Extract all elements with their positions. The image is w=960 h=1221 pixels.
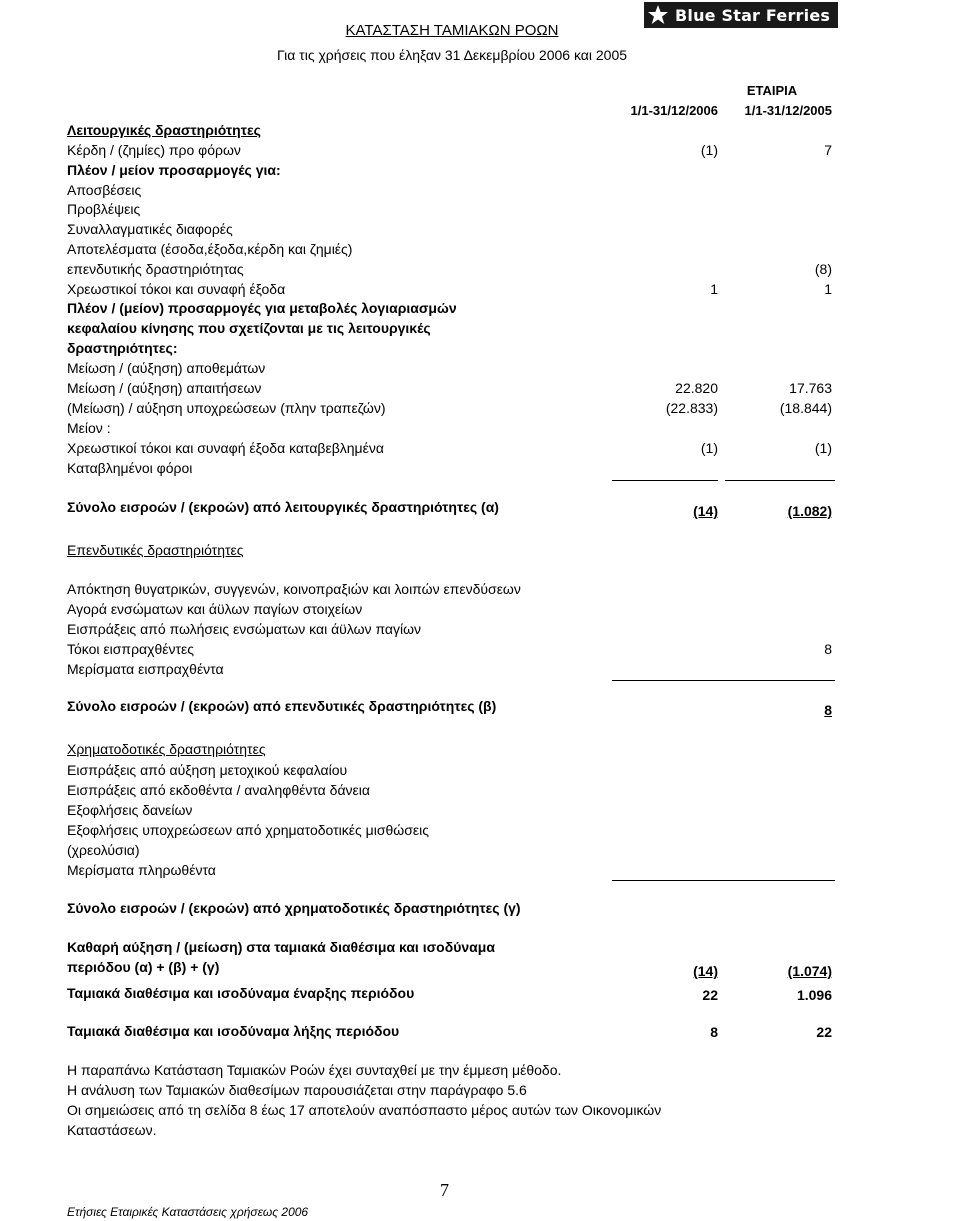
company-logo: [644, 2, 838, 28]
row-label: Απόκτηση θυγατρικών, συγγενών, κοινοπραξιών και λοιπών επενδύσεων: [67, 581, 521, 597]
row-label: Καταβλημένοι φόροι: [67, 460, 193, 476]
row-value-2005: 8: [824, 641, 832, 657]
note-line: Οι σημειώσεις από τη σελίδα 8 έως 17 αποτελούν αναπόσπαστο μέρος αυτών των Οικονομικών: [67, 1102, 662, 1118]
row-label: Μερίσματα πληρωθέντα: [67, 862, 216, 878]
row-label: Εισπράξεις από αύξηση μετοχικού κεφαλαίου: [67, 762, 348, 778]
row-label: Πλέον / μείον προσαρμογές για:: [67, 162, 281, 178]
subtotal-rule: [612, 680, 835, 681]
row-label: Κέρδη / (ζημίες) προ φόρων: [67, 142, 241, 158]
row-label: Εισπράξεις από εκδοθέντα / αναληφθέντα δάνεια: [67, 782, 370, 798]
row-value-2005: 17.763: [789, 380, 832, 396]
logo-text: Blue Star Ferries: [675, 5, 831, 25]
row-value-2005: (18.844): [779, 400, 832, 416]
star-icon: [647, 4, 669, 26]
column-header-2005: 1/1-31/12/2005: [744, 103, 832, 118]
row-label: Συναλλαγματικές διαφορές: [67, 221, 233, 237]
row-label: δραστηριότητες:: [67, 340, 178, 356]
row-label: Αποσβέσεις: [67, 182, 142, 198]
total-operating-2006: (14): [693, 503, 718, 519]
row-value-2005: (8): [814, 261, 832, 277]
net-change-2006: (14): [693, 963, 718, 979]
entity-header: ΕΤΑΙΡΙΑ: [746, 83, 798, 98]
row-label: επενδυτικής δραστηριότητας: [67, 261, 244, 277]
column-header-2006: 1/1-31/12/2006: [630, 103, 718, 118]
cash-beginning-label: Ταμιακά διαθέσιμα και ισοδύναμα έναρξης περιόδου: [67, 985, 415, 1001]
net-change-2005: (1.074): [787, 963, 832, 979]
cash-beginning-2005: 1.096: [796, 987, 832, 1003]
row-value-2006: (1): [700, 440, 718, 456]
row-value-2006: (1): [700, 142, 718, 158]
row-label: Μείον :: [67, 420, 111, 436]
net-change-label-cont: περιόδου (α) + (β) + (γ): [67, 959, 220, 975]
total-financing-label: Σύνολο εισροών / (εκροών) από χρηματοδοτικές δραστηριότητες (γ): [67, 900, 521, 916]
row-label: Αποτελέσματα (έσοδα,έξοδα,κέρδη και ζημιές): [67, 241, 353, 257]
note-line: Η παραπάνω Κατάσταση Ταμιακών Ροών έχει συνταχθεί με την έμμεση μέθοδο.: [67, 1062, 562, 1078]
note-line: Καταστάσεων.: [67, 1122, 157, 1138]
row-label: Εισπράξεις από πωλήσεις ενσώματων και άϋλων παγίων: [67, 621, 422, 637]
page-footer: Ετήσιες Εταιρικές Καταστάσεις χρήσεως 2006: [67, 1205, 309, 1219]
total-investing-label: Σύνολο εισροών / (εκροών) από επενδυτικές δραστηριότητες (β): [67, 698, 497, 714]
net-change-label: Καθαρή αύξηση / (μείωση) στα ταμιακά διαθέσιμα και ισοδύναμα: [67, 939, 495, 955]
row-label: (χρεολύσια): [67, 842, 140, 858]
subtotal-rule: [612, 880, 835, 881]
row-value-2005: 1: [824, 281, 832, 297]
row-label: κεφαλαίου κίνησης που σχετίζονται με τις λειτουργικές: [67, 320, 431, 336]
cash-ending-label: Ταμιακά διαθέσιμα και ισοδύναμα λήξης περιόδου: [67, 1023, 400, 1039]
page-subtitle: Για τις χρήσεις που έληξαν 31 Δεκεμβρίου 2006 και 2005: [276, 47, 628, 63]
row-label: Αγορά ενσώματων και άϋλων παγίων στοιχείων: [67, 601, 363, 617]
row-value-2005: (1): [814, 440, 832, 456]
row-label: Μερίσματα εισπραχθέντα: [67, 661, 224, 677]
section-financing: Χρηματοδοτικές δραστηριότητες: [67, 741, 266, 757]
row-label: Μείωση / (αύξηση) αποθεμάτων: [67, 360, 266, 376]
row-label: Προβλέψεις: [67, 201, 141, 217]
note-line: Η ανάλυση των Ταμιακών διαθεσίμων παρουσιάζεται στην παράγραφο 5.6: [67, 1082, 527, 1098]
page-number: 7: [440, 1180, 449, 1200]
row-value-2005: 7: [824, 142, 832, 158]
section-investing: Επενδυτικές δραστηριότητες: [67, 542, 244, 558]
cash-beginning-2006: 22: [702, 987, 718, 1003]
total-investing-2005: 8: [824, 702, 832, 718]
row-label: Εξοφλήσεις δανείων: [67, 802, 193, 818]
subtotal-rule-2005: [725, 480, 835, 481]
row-label: Τόκοι εισπραχθέντες: [67, 641, 195, 657]
row-label: (Μείωση) / αύξηση υποχρεώσεων (πλην τραπεζών): [67, 400, 386, 416]
row-label: Εξοφλήσεις υποχρεώσεων από χρηματοδοτικές μισθώσεις: [67, 822, 429, 838]
row-value-2006: (22.833): [665, 400, 718, 416]
subtotal-rule-2006: [612, 480, 718, 481]
row-label: Χρεωστικοί τόκοι και συναφή έξοδα: [67, 281, 286, 297]
section-operating: Λειτουργικές δραστηριότητες: [67, 122, 261, 138]
page-title: ΚΑΤΑΣΤΑΣΗ ΤΑΜΙΑΚΩΝ ΡΟΩΝ: [345, 22, 559, 39]
total-operating-2005: (1.082): [787, 503, 832, 519]
row-label: Πλέον / (μείον) προσαρμογές για μεταβολές λογιαριασμών: [67, 300, 457, 316]
cash-ending-2006: 8: [710, 1024, 718, 1040]
total-operating-label: Σύνολο εισροών / (εκροών) από λειτουργικές δραστηριότητες (α): [67, 499, 499, 515]
row-value-2006: 1: [710, 281, 718, 297]
row-label: Μείωση / (αύξηση) απαιτήσεων: [67, 380, 262, 396]
row-value-2006: 22.820: [675, 380, 718, 396]
row-label: Χρεωστικοί τόκοι και συναφή έξοδα καταβεβλημένα: [67, 440, 384, 456]
cash-ending-2005: 22: [816, 1024, 832, 1040]
